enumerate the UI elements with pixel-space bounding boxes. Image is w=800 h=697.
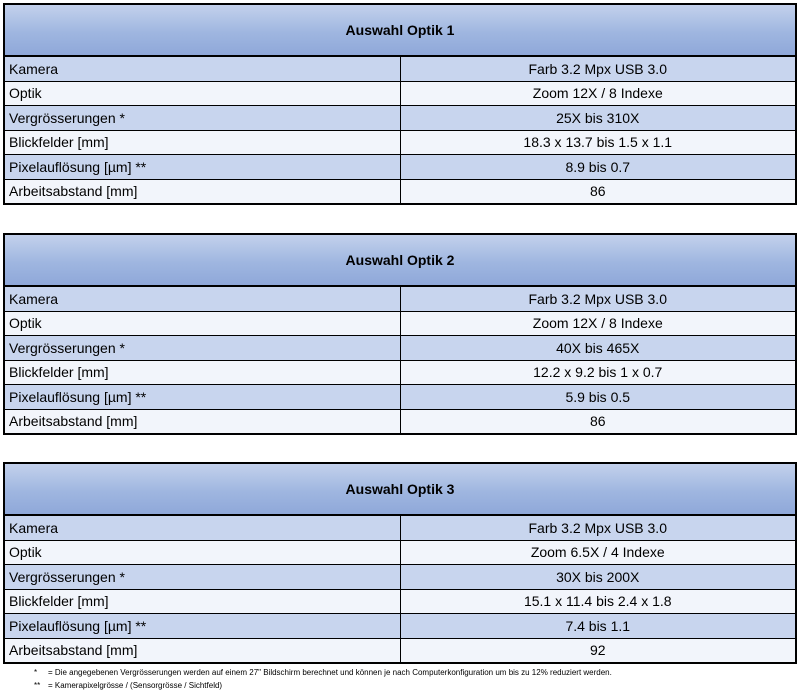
table-row (4, 565, 796, 590)
table-row (4, 56, 796, 81)
row-value: Farb 3.2 Mpx USB 3.0 (400, 286, 796, 311)
row-value: Farb 3.2 Mpx USB 3.0 (400, 515, 796, 540)
row-label: Pixelauflösung [µm] ** (4, 155, 400, 180)
row-label: Arbeitsabstand [mm] (4, 179, 400, 204)
footnotes (34, 666, 794, 692)
footnote-text: = Kamerapixelgrösse / (Sensorgrösse / Sichtfeld) (48, 681, 223, 690)
row-label: Kamera (4, 286, 400, 311)
optik-2-table (3, 233, 797, 435)
row-label: Kamera (4, 515, 400, 540)
row-label: Vergrösserungen * (4, 106, 400, 131)
row-value: Farb 3.2 Mpx USB 3.0 (400, 56, 796, 81)
footnote (34, 666, 794, 679)
table-row (4, 360, 796, 385)
row-value: 7.4 bis 1.1 (400, 614, 796, 639)
row-value: 12.2 x 9.2 bis 1 x 0.7 (400, 360, 796, 385)
row-value: 8.9 bis 0.7 (400, 155, 796, 180)
row-label: Optik (4, 311, 400, 336)
row-value: Zoom 12X / 8 Indexe (400, 81, 796, 106)
row-label: Blickfelder [mm] (4, 360, 400, 385)
table-row (4, 409, 796, 434)
row-label: Arbeitsabstand [mm] (4, 638, 400, 663)
row-value: 5.9 bis 0.5 (400, 385, 796, 410)
row-label: Pixelauflösung [µm] ** (4, 385, 400, 410)
table-row (4, 540, 796, 565)
table-row (4, 106, 796, 131)
table-title: Auswahl Optik 1 (4, 4, 796, 56)
table-row (4, 286, 796, 311)
table-row (4, 336, 796, 361)
table-row (4, 130, 796, 155)
row-label: Blickfelder [mm] (4, 589, 400, 614)
row-label: Arbeitsabstand [mm] (4, 409, 400, 434)
row-value: 15.1 x 11.4 bis 2.4 x 1.8 (400, 589, 796, 614)
footnote-mark: * (34, 668, 38, 677)
row-value: 40X bis 465X (400, 336, 796, 361)
row-label: Kamera (4, 56, 400, 81)
table-title: Auswahl Optik 3 (4, 463, 796, 515)
optik-1-table (3, 3, 797, 205)
optik-1-block (3, 3, 797, 205)
optik-2-block (3, 233, 797, 435)
row-value: 18.3 x 13.7 bis 1.5 x 1.1 (400, 130, 796, 155)
table-row (4, 515, 796, 540)
table-row (4, 638, 796, 663)
table-title: Auswahl Optik 2 (4, 234, 796, 286)
row-label: Optik (4, 81, 400, 106)
table-row (4, 179, 796, 204)
row-label: Vergrösserungen * (4, 336, 400, 361)
row-label: Vergrösserungen * (4, 565, 400, 590)
row-label: Optik (4, 540, 400, 565)
optik-3-table (3, 462, 797, 664)
row-value: 25X bis 310X (400, 106, 796, 131)
row-value: Zoom 12X / 8 Indexe (400, 311, 796, 336)
row-value: 30X bis 200X (400, 565, 796, 590)
table-row (4, 155, 796, 180)
footnote-text: = Die angegebenen Vergrösserungen werden auf einem 27" Bildschirm berechnet und können je nach Computerkonfiguration um bis zu 12% reduziert werden. (48, 668, 612, 677)
table-row (4, 614, 796, 639)
row-label: Blickfelder [mm] (4, 130, 400, 155)
row-value: 86 (400, 409, 796, 434)
row-value: 86 (400, 179, 796, 204)
row-label: Pixelauflösung [µm] ** (4, 614, 400, 639)
table-row (4, 81, 796, 106)
row-value: 92 (400, 638, 796, 663)
optik-3-block (3, 462, 797, 664)
footnote (34, 679, 794, 692)
table-row (4, 311, 796, 336)
row-value: Zoom 6.5X / 4 Indexe (400, 540, 796, 565)
table-row (4, 385, 796, 410)
table-row (4, 589, 796, 614)
footnote-mark: ** (34, 681, 41, 690)
